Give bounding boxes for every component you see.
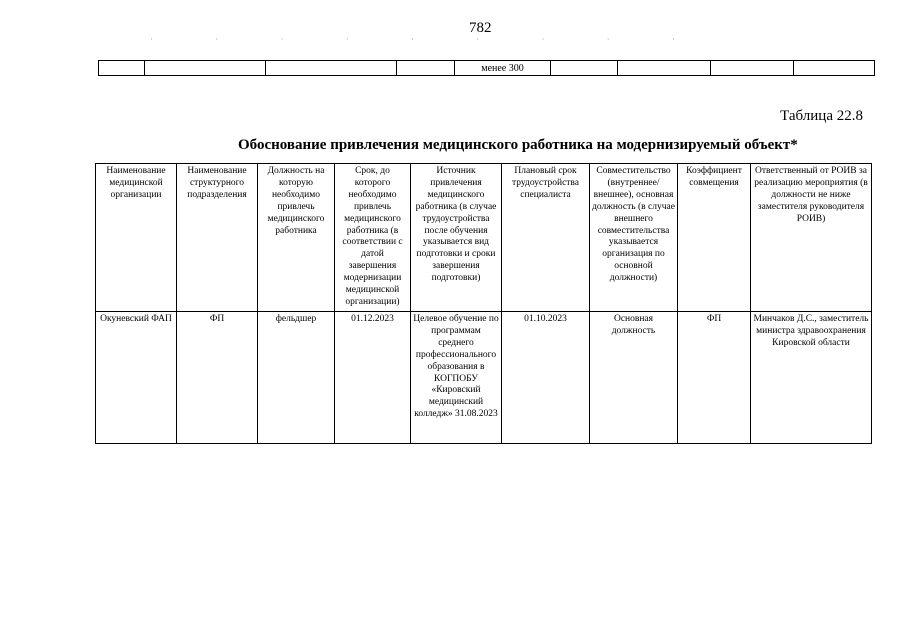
header-planned-date: Плановый срок трудоустройства специалиста <box>502 164 590 312</box>
cell-responsible: Минчаков Д.С., заместитель министра здравоохранения Кировской области <box>751 312 872 444</box>
cell-combination: Основная должность <box>590 312 678 444</box>
header-deadline: Срок, до которого необходимо привлечь медицинского работника (в соответствии с датой завершения модернизации медицинской организации) <box>335 164 411 312</box>
header-position: Должность на которую необходимо привлечь медицинского работника <box>258 164 335 312</box>
header-organization: Наименование медицинской организации <box>96 164 177 312</box>
cell-subdivision: ФП <box>177 312 258 444</box>
cell-position: фельдшер <box>258 312 335 444</box>
page-number: 782 <box>469 20 492 36</box>
cell-coefficient: ФП <box>678 312 751 444</box>
continuation-cell: менее 300 <box>455 61 551 76</box>
table-label: Таблица 22.8 <box>780 108 863 124</box>
cell-source: Целевое обучение по программам среднего профессионального образования в КОГПОБУ «Кировский медицинский колледж» 31.08.2023 <box>411 312 502 444</box>
scan-artifacts: · · · · · · · · · <box>150 34 705 44</box>
justification-table <box>95 163 872 444</box>
table-row <box>96 312 872 444</box>
header-responsible: Ответственный от РОИВ за реализацию мероприятия (в должности не ниже заместителя руководителя РОИВ) <box>751 164 872 312</box>
cell-organization: Окуневский ФАП <box>96 312 177 444</box>
header-row <box>96 164 872 312</box>
header-source: Источник привлечения медицинского работника (в случае трудоустройства после обучения указывается вид подготовки и сроки завершения подготовки) <box>411 164 502 312</box>
header-subdivision: Наименование структурного подразделения <box>177 164 258 312</box>
table-title: Обоснование привлечения медицинского работника на модернизируемый объект* <box>238 137 798 153</box>
previous-table-continuation <box>98 60 875 76</box>
cell-planned-date: 01.10.2023 <box>502 312 590 444</box>
cell-deadline: 01.12.2023 <box>335 312 411 444</box>
table-row <box>99 61 875 76</box>
header-coefficient: Коэффициент совмещения <box>678 164 751 312</box>
header-combination: Совместительство (внутреннее/внешнее), основная должность (в случае внешнего совместительства указывается организация по основной должности) <box>590 164 678 312</box>
